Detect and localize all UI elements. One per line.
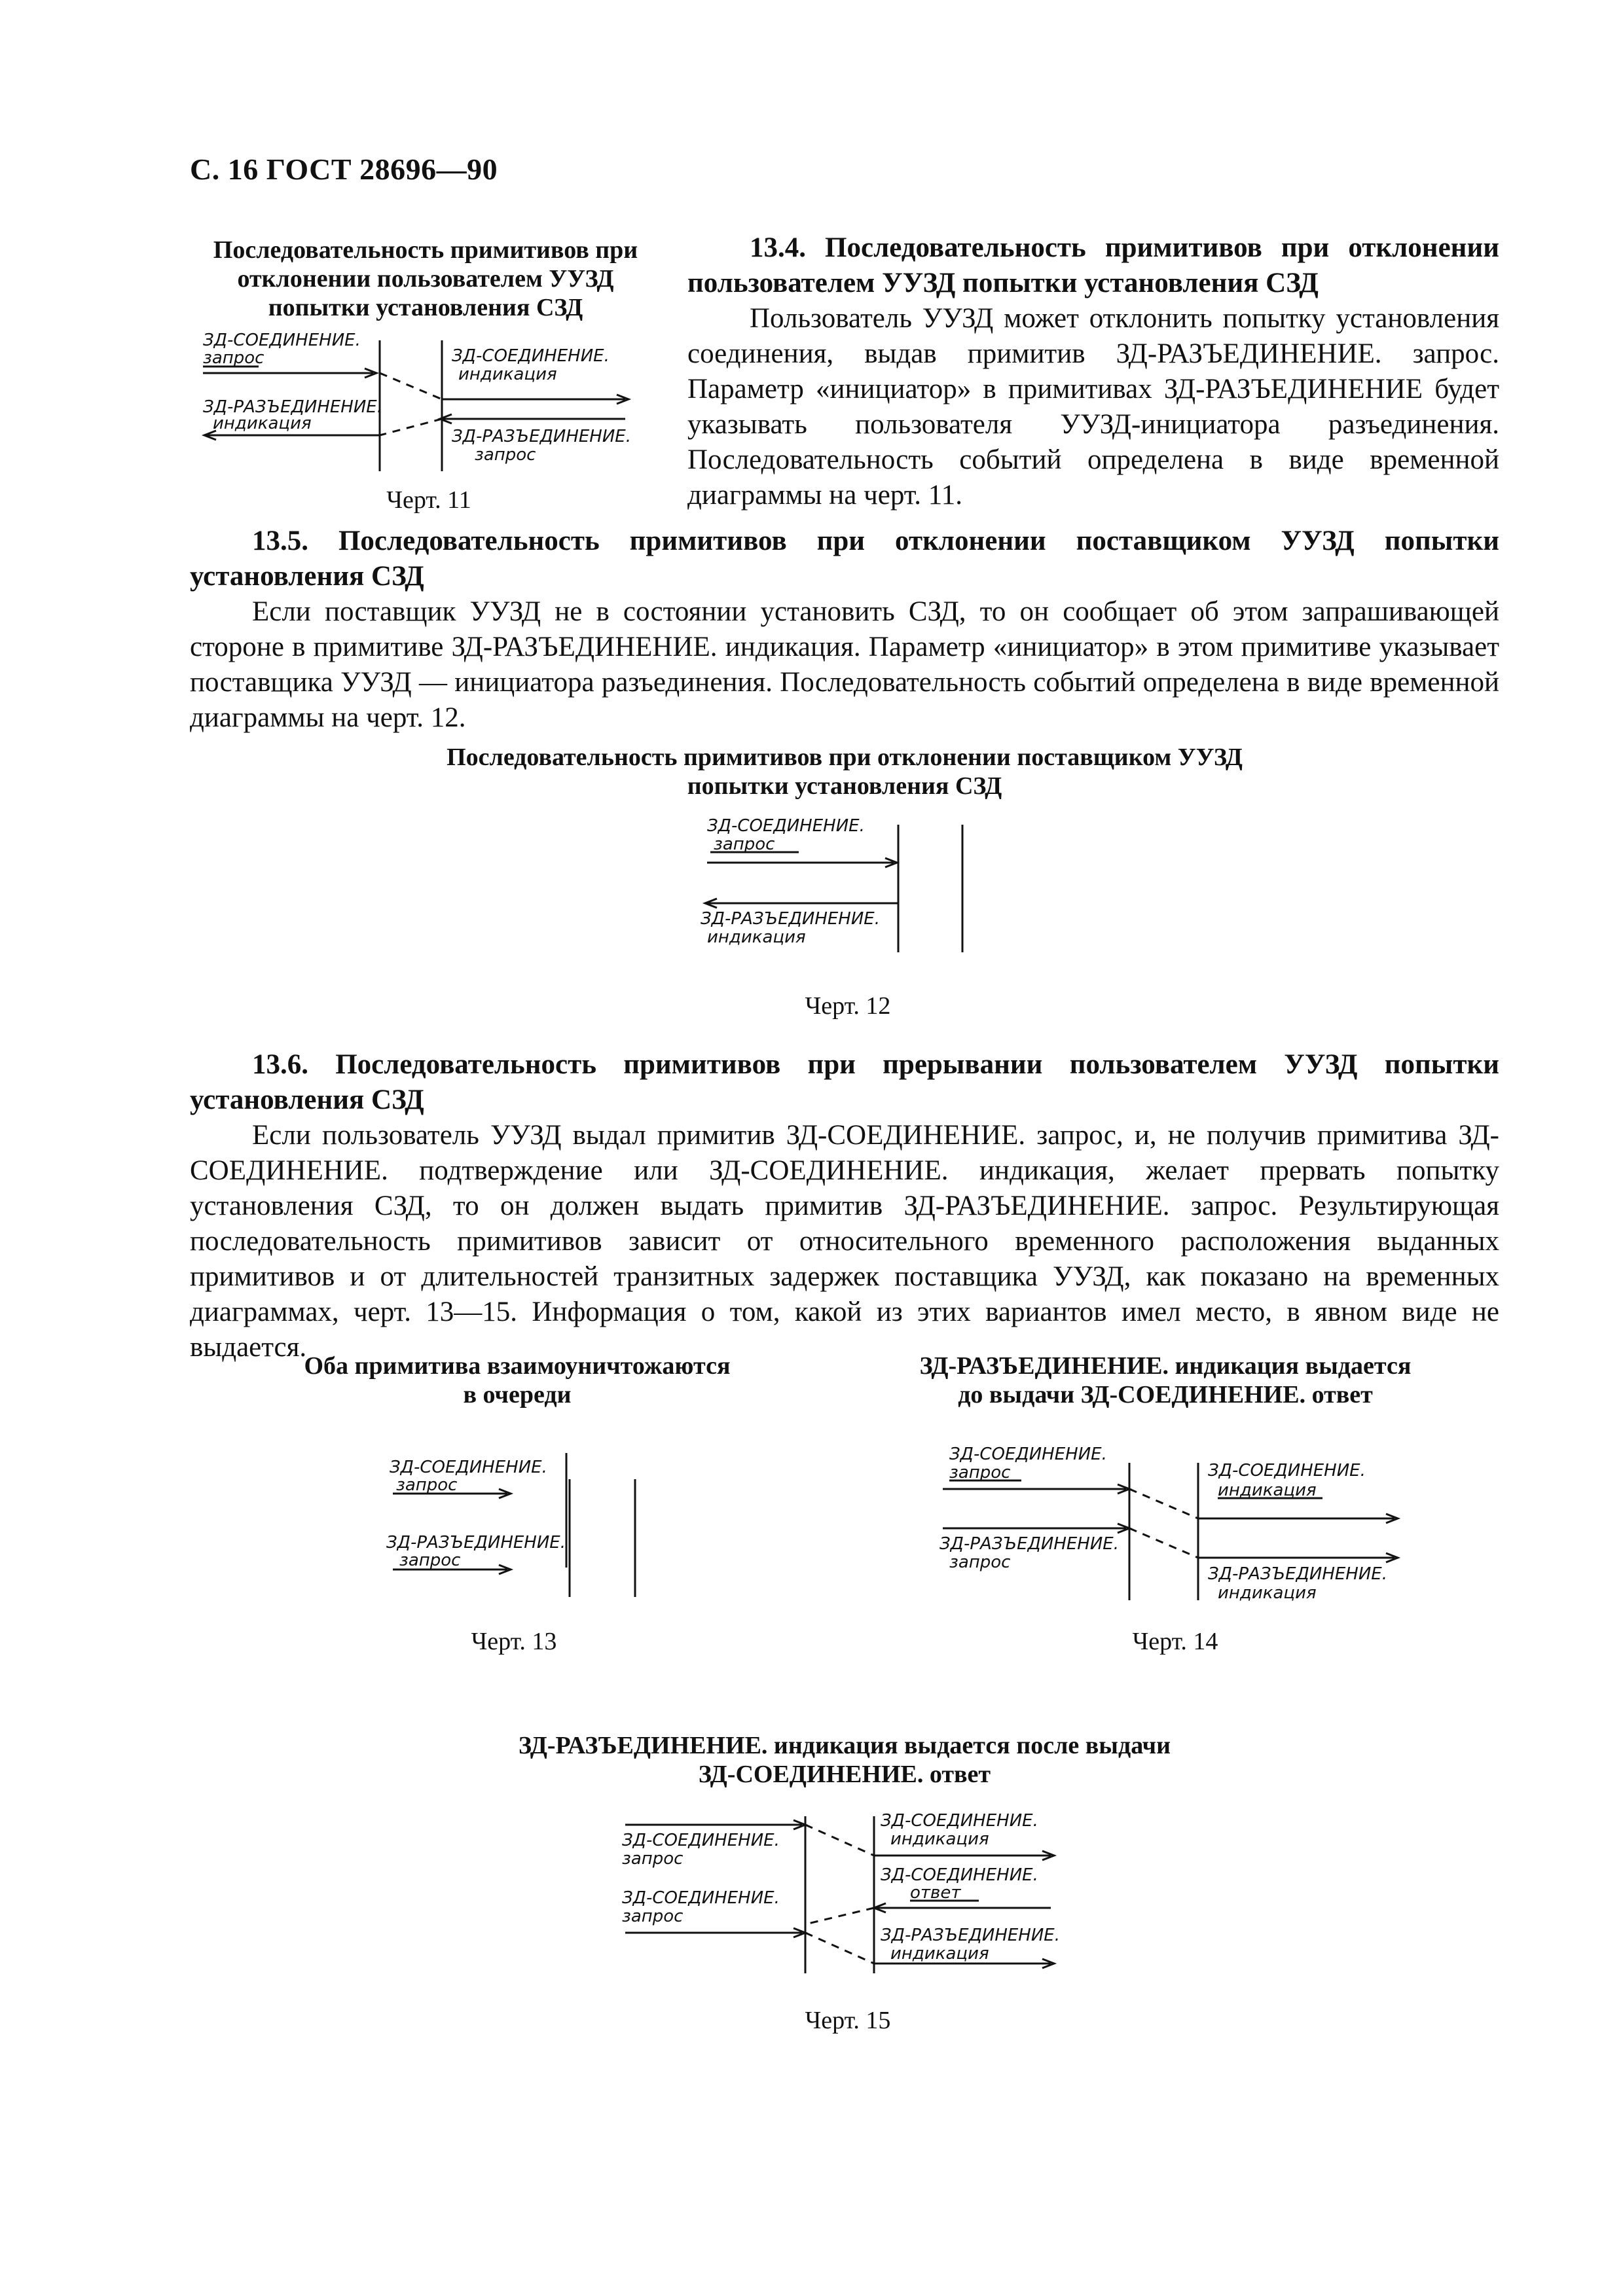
- section-13-4-title: 13.4. Последовательность примитивов при отклонении пользователем УУЗД попытки установления СЗД: [687, 232, 1499, 298]
- fig15-caption: [190, 1731, 1499, 1789]
- fig15-caption-line1: ЗД-РАЗЪЕДИНЕНИЕ. индикация выдается после выдачи: [519, 1732, 1171, 1759]
- fig12-label: Черт. 12: [805, 992, 891, 1020]
- fig13-t1b: запрос: [396, 1475, 458, 1495]
- fig15-diagram: [612, 1806, 1084, 2003]
- section-13-6: [190, 1047, 1499, 1365]
- section-13-5-title: 13.5. Последовательность примитивов при отклонении поставщиком УУЗД попытки установления СЗД: [190, 526, 1499, 592]
- fig11-dash2: [380, 419, 442, 435]
- section-13-6-text: Если пользователь УУЗД выдал примитив ЗД-СОЕДИНЕНИЕ. запрос, и, не получив примитива ЗД-СОЕДИНЕНИЕ. подтверждение или ЗД-СОЕДИНЕНИЕ. индикация, желает прервать попытку установления СЗД, то он должен выдать примитив ЗД-РАЗЪЕДИНЕНИЕ. запрос. Результирующая последовательность примитивов зависит от относительного временного расположения выданных примитивов и от длительностей транзитных задержек поставщика УУЗД, как показано на временных диаграммах, черт. 13—15. Информация о том, какой из этих вариантов имел место, в явном виде не выдается.: [190, 1120, 1499, 1363]
- section-13-4: [687, 230, 1499, 513]
- fig11-left2a: ЗД-РАЗЪЕДИНЕНИЕ.: [203, 397, 383, 417]
- fig14-label: Черт. 14: [1132, 1628, 1218, 1655]
- fig15-l2a: ЗД-СОЕДИНЕНИЕ.: [622, 1888, 780, 1908]
- fig14-r2b: индикация: [1218, 1583, 1317, 1603]
- fig12-t1b: запрос: [714, 834, 775, 854]
- fig13-caption-line1: Оба примитива взаимоуничтожаются: [304, 1352, 731, 1380]
- fig13-t1a: ЗД-СОЕДИНЕНИЕ.: [390, 1458, 547, 1477]
- fig14-dash2: [1129, 1528, 1198, 1558]
- fig15-dash2: [805, 1908, 874, 1924]
- fig11-left1a: ЗД-СОЕДИНЕНИЕ.: [203, 331, 361, 350]
- section-13-5-text: Если поставщик УУЗД не в состоянии установить СЗД, то он сообщает об этом запрашивающей стороне в примитиве ЗД-РАЗЪЕДИНЕНИЕ. индикация. Параметр «инициатор» в этом примитиве указывает поставщика УУЗД — инициатора разъединения. Последовательность событий определена в виде временной диаграммы на черт. 12.: [190, 596, 1499, 733]
- fig14-l2a: ЗД-РАЗЪЕДИНЕНИЕ.: [939, 1534, 1120, 1554]
- fig14-caption-line1: ЗД-РАЗЪЕДИНЕНИЕ. индикация выдается: [919, 1352, 1412, 1380]
- fig15-r2a: ЗД-СОЕДИНЕНИЕ.: [881, 1865, 1038, 1885]
- fig12-caption: [190, 743, 1499, 800]
- section-13-4-text: Пользователь УУЗД может отклонить попытку установления соединения, выдав примитив ЗД-РАЗЪЕДИНЕНИЕ. запрос. Параметр «инициатор» в примитивах ЗД-РАЗЪЕДИНЕНИЕ будет указывать пользователя УУЗД-инициатора разъединения. Последовательность событий определена в виде временной диаграммы на черт. 11.: [687, 303, 1499, 511]
- fig14-diagram: [930, 1437, 1421, 1613]
- fig14-caption-line2: до выдачи ЗД-СОЕДИНЕНИЕ. ответ: [958, 1381, 1373, 1408]
- section-13-6-title: 13.6. Последовательность примитивов при прерывании пользователем УУЗД попытки установления СЗД: [190, 1049, 1499, 1115]
- fig11-dash1: [380, 373, 442, 399]
- fig15-dash3: [805, 1933, 874, 1964]
- fig11-right1b: индикация: [458, 365, 557, 384]
- fig13-diagram: [376, 1450, 665, 1620]
- fig13-caption-line2: в очереди: [463, 1381, 572, 1408]
- fig12-diagram: [694, 812, 995, 969]
- fig11-left1b: запрос: [203, 348, 264, 368]
- fig15-r3a: ЗД-РАЗЪЕДИНЕНИЕ.: [881, 1926, 1061, 1945]
- fig15-l1a: ЗД-СОЕДИНЕНИЕ.: [622, 1831, 780, 1850]
- fig11-right2a: ЗД-РАЗЪЕДИНЕНИЕ.: [452, 427, 632, 446]
- fig11-caption: Последовательность примитивов при отклонении пользователем УУЗД попытки установления СЗД: [213, 236, 638, 321]
- fig11-right1a: ЗД-СОЕДИНЕНИЕ.: [452, 346, 610, 366]
- fig15-r2b: ответ: [910, 1883, 961, 1903]
- fig14-caption: [871, 1352, 1460, 1409]
- fig14-r1b: индикация: [1218, 1480, 1317, 1500]
- fig12-t1a: ЗД-СОЕДИНЕНИЕ.: [707, 816, 865, 836]
- fig15-dash1: [805, 1825, 874, 1856]
- fig13-t2a: ЗД-РАЗЪЕДИНЕНИЕ.: [386, 1533, 566, 1552]
- fig15-label: Черт. 15: [805, 2007, 891, 2034]
- fig14-dash1: [1129, 1489, 1198, 1518]
- fig14-l1a: ЗД-СОЕДИНЕНИЕ.: [949, 1444, 1107, 1464]
- fig14-r1a: ЗД-СОЕДИНЕНИЕ.: [1208, 1461, 1366, 1480]
- fig14-l1b: запрос: [949, 1463, 1011, 1482]
- fig12-t2a: ЗД-РАЗЪЕДИНЕНИЕ.: [701, 909, 881, 929]
- page-header: С. 16 ГОСТ 28696—90: [190, 152, 498, 186]
- fig11-right2b: запрос: [475, 445, 536, 465]
- fig15-r1b: индикация: [890, 1829, 989, 1849]
- fig15-r3b: индикация: [890, 1944, 989, 1964]
- fig11-diagram: [193, 327, 665, 484]
- fig15-l1b: запрос: [622, 1849, 684, 1869]
- fig15-l2b: запрос: [622, 1907, 684, 1926]
- fig13-t2b: запрос: [399, 1551, 461, 1570]
- fig12-caption-line2: попытки установления СЗД: [687, 772, 1002, 800]
- fig14-l2b: запрос: [949, 1552, 1011, 1572]
- fig11-left2b: индикация: [213, 414, 312, 433]
- section-13-5: [190, 524, 1499, 736]
- fig15-r1a: ЗД-СОЕДИНЕНИЕ.: [881, 1811, 1038, 1831]
- fig13-label: Черт. 13: [471, 1628, 557, 1655]
- fig11-label: Черт. 11: [386, 486, 471, 514]
- fig14-r2a: ЗД-РАЗЪЕДИНЕНИЕ.: [1208, 1564, 1388, 1584]
- fig15-caption-line2: ЗД-СОЕДИНЕНИЕ. ответ: [698, 1761, 991, 1788]
- fig13-caption: [262, 1352, 773, 1409]
- fig12-caption-line1: Последовательность примитивов при отклонении поставщиком УУЗД: [447, 744, 1243, 771]
- fig12-t2b: индикация: [707, 927, 806, 947]
